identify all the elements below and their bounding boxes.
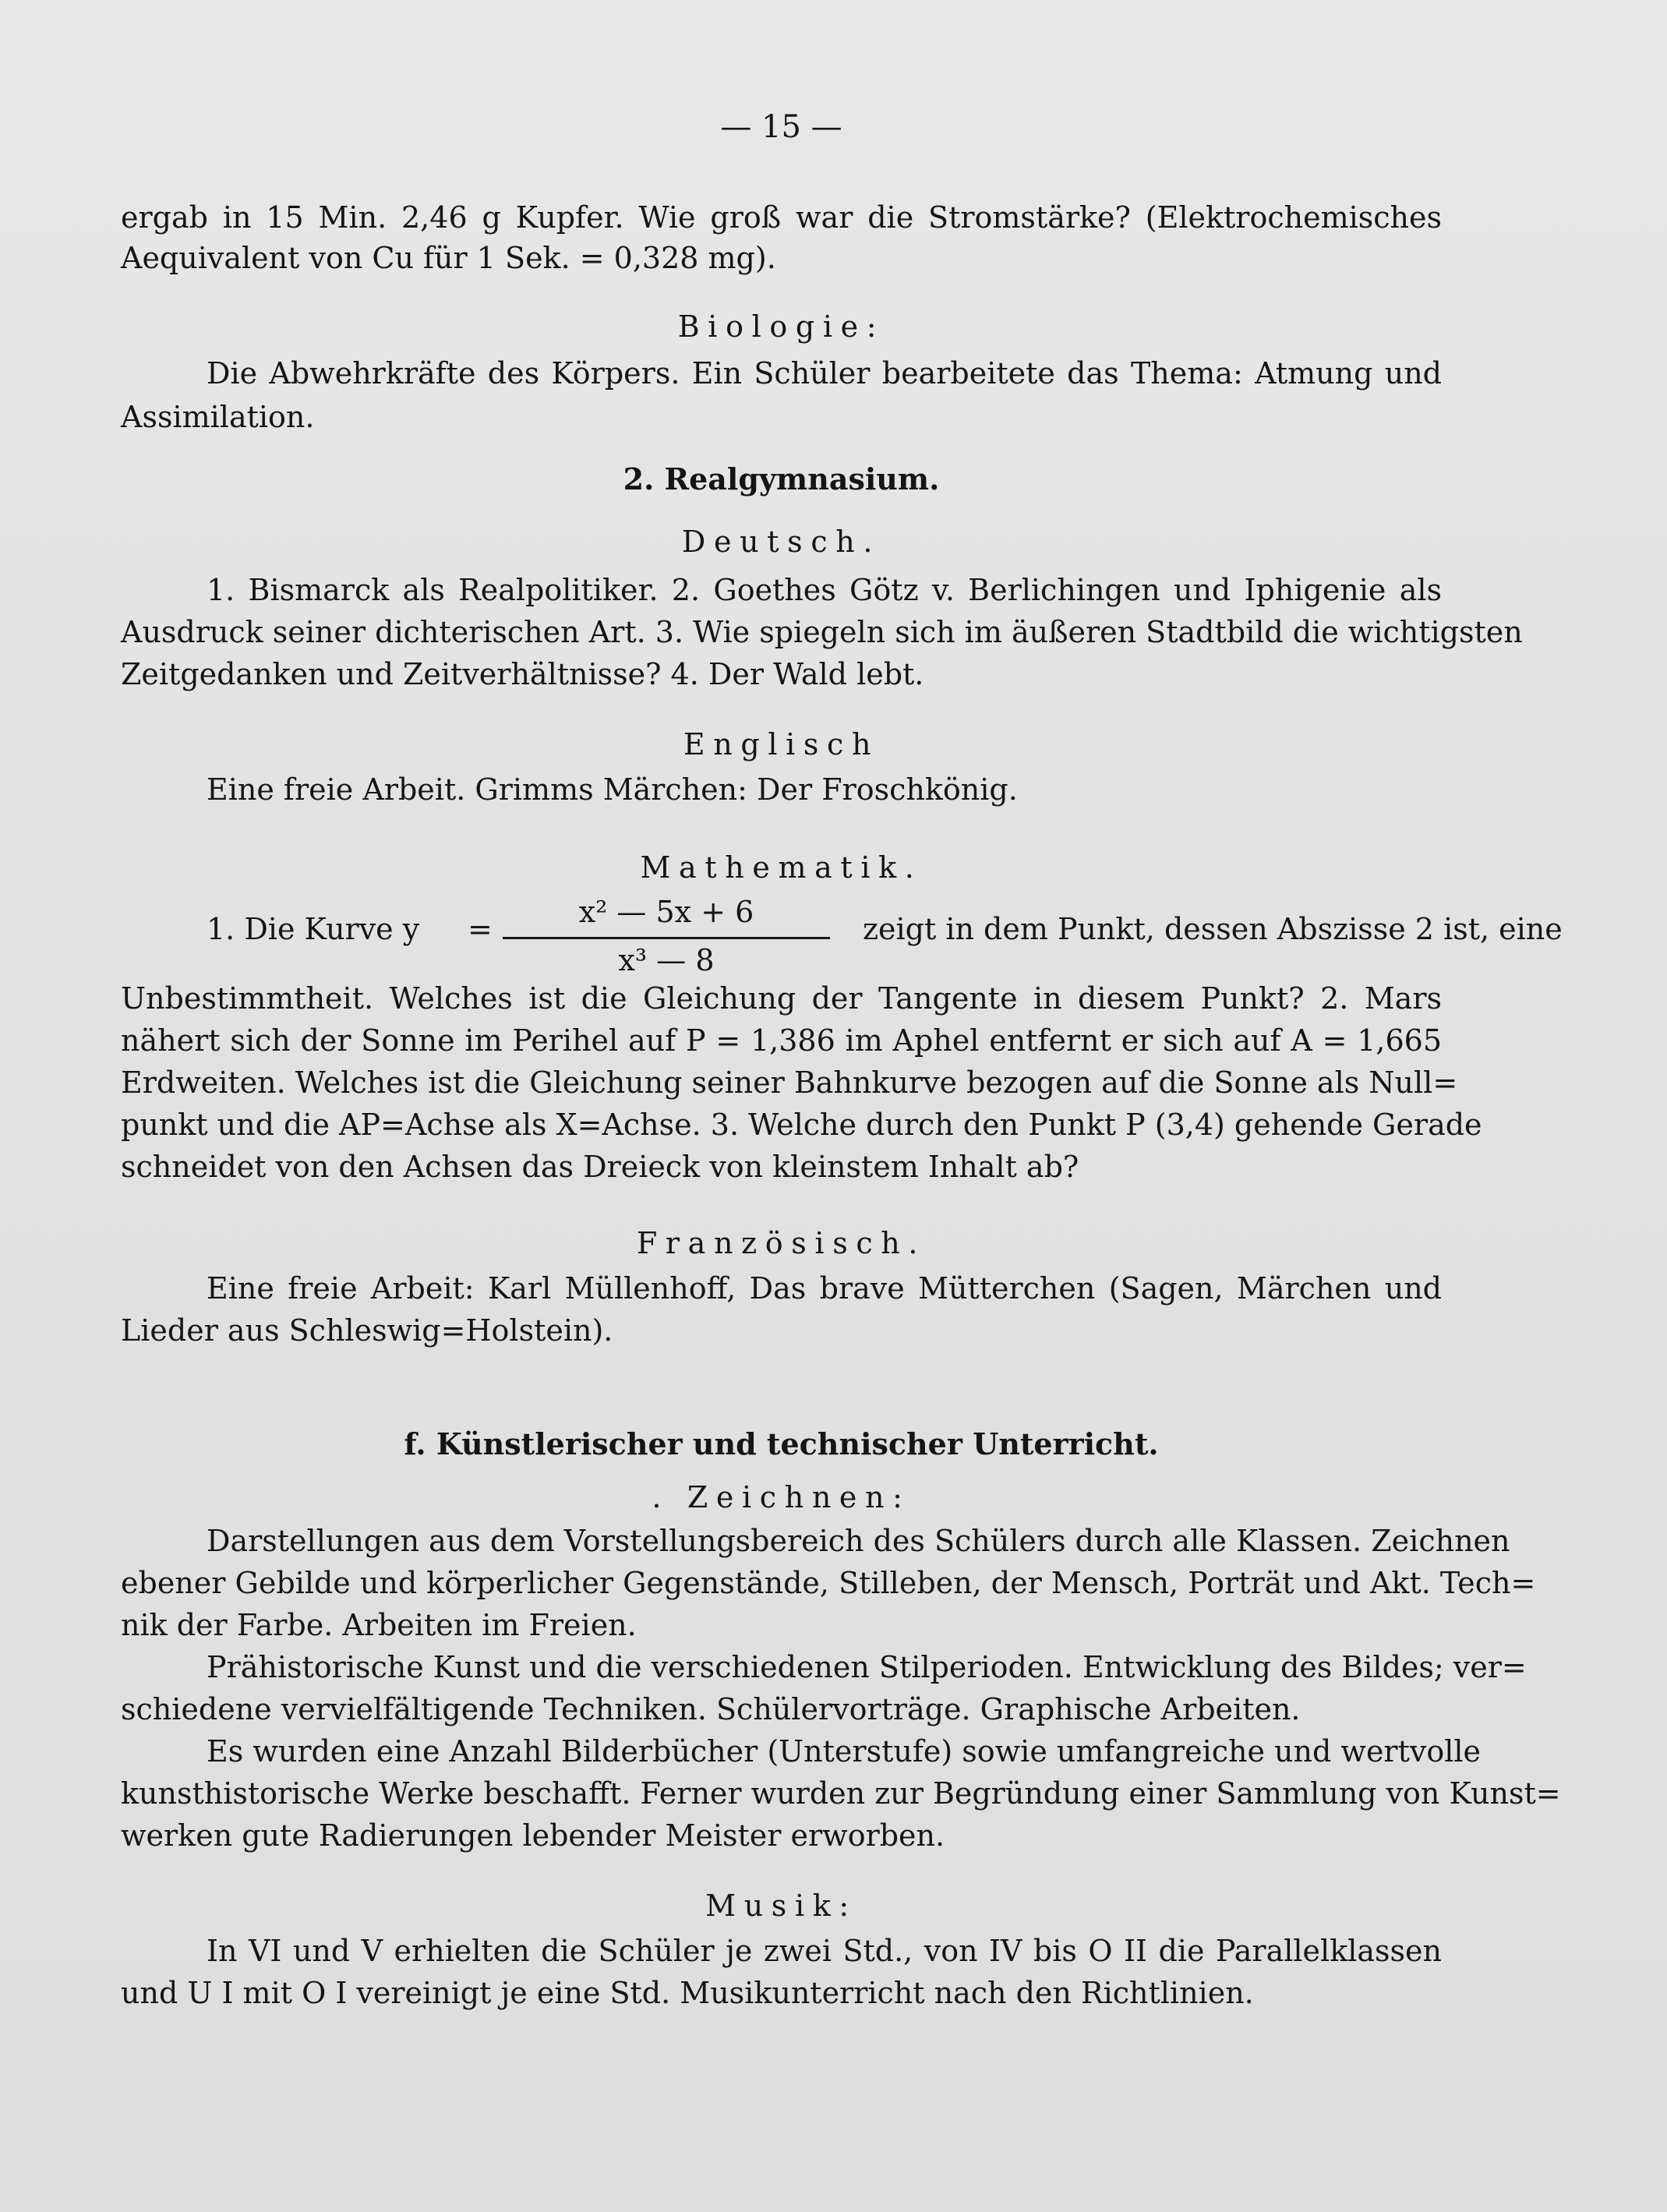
section-heading-biologie: Biologie: (677, 309, 885, 344)
text-line: Darstellungen aus dem Vorstellungsbereich des Schülers durch alle Klassen. Zeichnen (207, 1524, 1510, 1558)
section-heading-deutsch: Deutsch. (681, 525, 881, 559)
text-line: Lieder aus Schleswig=Holstein). (121, 1313, 613, 1348)
text-line: punkt und die AP=Achse als X=Achse. 3. Welche durch den Punkt P (3,4) gehende Gerade (121, 1108, 1482, 1142)
text-line: ebener Gebilde und körperlicher Gegenstände, Stilleben, der Mensch, Porträt und Akt. Tech= (121, 1566, 1536, 1600)
text-line: Eine freie Arbeit. Grimms Märchen: Der Froschkönig. (207, 772, 1018, 807)
section-heading-englisch: Englisch (683, 727, 880, 761)
text-line: Zeitgedanken und Zeitverhältnisse? 4. Der Wald lebt. (121, 657, 924, 691)
text-line: In VI und V erhielten die Schüler je zwei Std., von IV bis O II die Parallelklassen (207, 1934, 1442, 1968)
section-heading-mathematik: Mathematik. (640, 850, 923, 885)
text-line: 1. Bismarck als Realpolitiker. 2. Goethes Götz v. Berlichingen und Iphigenie als (207, 573, 1442, 607)
math-equals: = (468, 912, 493, 946)
section-heading-franzoesisch: Französisch. (636, 1226, 927, 1260)
section-heading-realgymnasium: 2. Realgymnasium. (623, 461, 940, 496)
text-line: ergab in 15 Min. 2,46 g Kupfer. Wie groß war die Stromstärke? (Elektrochemisches (121, 200, 1442, 235)
page-number: — 15 — (720, 109, 842, 145)
section-heading-zeichnen: . Zeichnen: (652, 1480, 911, 1514)
text-line: Assimilation. (121, 400, 315, 434)
text-line: werken gute Radierungen lebender Meister erworben. (121, 1818, 945, 1853)
fraction-numerator: x² — 5x + 6 (578, 895, 754, 929)
text-line: Die Abwehrkräfte des Körpers. Ein Schüler bearbeitete das Thema: Atmung und (207, 356, 1442, 390)
text-line: nähert sich der Sonne im Perihel auf P = 1,386 im Aphel entfernt er sich auf A = 1,665 (121, 1023, 1442, 1058)
text-line: Erdweiten. Welches ist die Gleichung seiner Bahnkurve bezogen auf die Sonne als Null= (121, 1065, 1458, 1100)
text-line: Es wurden eine Anzahl Bilderbücher (Unterstufe) sowie umfangreiche und wertvolle (207, 1734, 1482, 1769)
text-line: und U I mit O I vereinigt je eine Std. Musikunterricht nach den Richtlinien. (121, 1976, 1254, 2010)
text-line: kunsthistorische Werke beschafft. Ferner wurden zur Begründung einer Sammlung von Kunst= (121, 1776, 1561, 1811)
text-line: schneidet von den Achsen das Dreieck von kleinstem Inhalt ab? (121, 1150, 1079, 1184)
fraction-bar (503, 937, 830, 939)
section-heading-musik: Musik: (705, 1889, 857, 1923)
text-line: schiedene vervielfältigende Techniken. Schülervorträge. Graphische Arbeiten. (121, 1692, 1301, 1726)
section-heading-kunst: f. Künstlerischer und technischer Unterricht. (404, 1426, 1159, 1461)
text-line: nik der Farbe. Arbeiten im Freien. (121, 1608, 637, 1642)
text-line: Unbestimmtheit. Welches ist die Gleichung der Tangente in diesem Punkt? 2. Mars (121, 981, 1442, 1016)
math-prefix: 1. Die Kurve y (207, 912, 420, 946)
text-line: Eine freie Arbeit: Karl Müllenhoff, Das brave Mütterchen (Sagen, Märchen und (207, 1271, 1442, 1306)
fraction-denominator: x³ — 8 (618, 943, 715, 977)
text-line: Ausdruck seiner dichterischen Art. 3. Wie spiegeln sich im äußeren Stadtbild die wichtigsten (121, 615, 1523, 649)
math-suffix: zeigt in dem Punkt, dessen Abszisse 2 ist, eine (863, 912, 1563, 946)
text-line: Aequivalent von Cu für 1 Sek. = 0,328 mg). (121, 241, 776, 275)
math-equation-line (121, 889, 1563, 982)
text-line: Prähistorische Kunst und die verschiedenen Stilperioden. Entwicklung des Bildes; ver= (207, 1650, 1527, 1684)
